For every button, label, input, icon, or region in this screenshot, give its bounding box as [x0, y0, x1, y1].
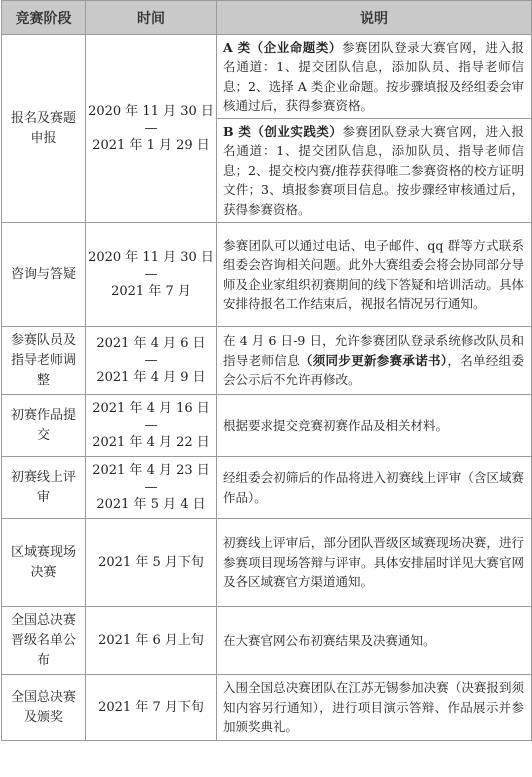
table-row [2, 327, 532, 395]
stage-cell: 全国总决赛晋级名单公布 [2, 607, 86, 675]
time-cell [86, 395, 217, 457]
description-cell: 根据要求提交竞赛初赛作品及相关材料。 [217, 395, 532, 457]
time-start: 2020 年 11 月 30 日 [88, 249, 214, 265]
stage-cell: 区域赛现场决赛 [2, 519, 86, 607]
time-separator: — [144, 352, 158, 368]
header-stage: 竞赛阶段 [2, 1, 86, 35]
time-cell [86, 675, 217, 741]
time-end: 2021 年 7 月 [111, 283, 191, 299]
table-row [2, 395, 532, 457]
time-separator: — [144, 417, 158, 433]
header-time: 时间 [86, 1, 217, 35]
description-cell-b [217, 119, 532, 223]
stage-cell: 参赛队员及指导老师调整 [2, 327, 86, 395]
stage-cell: 报名及赛题申报 [2, 35, 86, 223]
time-end: 2021 年 1 月 29 日 [92, 137, 210, 153]
stage-cell: 咨询与答疑 [2, 223, 86, 327]
table-row [2, 519, 532, 607]
time-start: 2021 年 4 月 6 日 [96, 335, 206, 351]
description-cell-a [217, 35, 532, 119]
time-end: 2021 年 5 月 4 日 [96, 496, 206, 512]
description-cell: 经组委会初筛后的作品将进入初赛线上评审（含区域赛作品）。 [217, 457, 532, 519]
table-row [2, 607, 532, 675]
time-period: 2021 年 5 月下旬 [98, 554, 204, 570]
header-description: 说明 [217, 1, 532, 35]
stage-cell: 初赛作品提交 [2, 395, 86, 457]
competition-schedule-table [1, 0, 532, 741]
description-text-end: ，名单经组委会公示后不允许再修改。 [223, 352, 524, 388]
description-cell: 初赛线上评审后，部分团队晋级区域赛现场决赛，进行参赛项目现场答辩与评审。具体安排届时详见大赛官网及各区域赛官方渠道通知。 [217, 519, 532, 607]
time-start: 2021 年 4 月 16 日 [92, 400, 210, 416]
table-row [2, 223, 532, 327]
time-cell [86, 457, 217, 519]
time-end: 2021 年 4 月 9 日 [96, 369, 206, 385]
category-b-text: 参赛团队登录大赛官网，进入报名通道：1、提交团队信息，添加队员、指导老师信息；2、提交校内赛/推荐获得唯二参赛资格的校方证明文件；3、填报参赛项目信息。按步骤经审核通过后，获得参赛资格。 [223, 123, 524, 217]
time-period: 2021 年 7 月下旬 [98, 699, 204, 715]
table-row [2, 457, 532, 519]
header-row [2, 1, 532, 35]
time-cell [86, 35, 217, 223]
time-start: 2021 年 4 月 23 日 [92, 462, 210, 478]
time-separator: — [144, 120, 158, 136]
category-a-label: A 类（企业命题类） [223, 39, 342, 55]
description-cell: 在大赛官网公布初赛结果及决赛通知。 [217, 607, 532, 675]
time-separator: — [144, 266, 158, 282]
time-end: 2021 年 4 月 22 日 [92, 434, 210, 450]
time-cell [86, 607, 217, 675]
stage-cell: 初赛线上评审 [2, 457, 86, 519]
description-cell: 入围全国总决赛团队在江苏无锡参加决赛（决赛报到须知内容另行通知），进行项目演示答辩、作品展示并参加颁奖典礼。 [217, 675, 532, 741]
category-a-text: 参赛团队登录大赛官网，进入报名通道：1、提交团队信息，添加队员、指导老师信息；2、选择 A 类企业命题。按步骤填报及经组委会审核通过后，获得参赛资格。 [223, 39, 524, 113]
stage-cell: 全国总决赛及颁奖 [2, 675, 86, 741]
description-emphasis: （须同步更新参赛承诺书） [299, 352, 448, 368]
time-cell [86, 327, 217, 395]
time-period: 2021 年 6 月上旬 [98, 632, 204, 648]
table-row [2, 675, 532, 741]
time-separator: — [144, 479, 158, 495]
description-cell [217, 327, 532, 395]
table-row [2, 35, 532, 119]
time-cell [86, 519, 217, 607]
time-cell [86, 223, 217, 327]
time-start: 2020 年 11 月 30 日 [88, 103, 214, 119]
description-cell: 参赛团队可以通过电话、电子邮件、qq 群等方式联系组委会咨询相关问题。此外大赛组委会将会协同部分导师及企业家组织初赛期间的线下答疑和培训活动。具体安排待报名工作结束后，视报名情况另行通知。 [217, 223, 532, 327]
description-text: 在 4 月 6 日-9 日，允许参赛团队登录系统修改队员和指导老师信息 [223, 333, 524, 368]
category-b-label: B 类（创业实践类） [223, 123, 343, 139]
